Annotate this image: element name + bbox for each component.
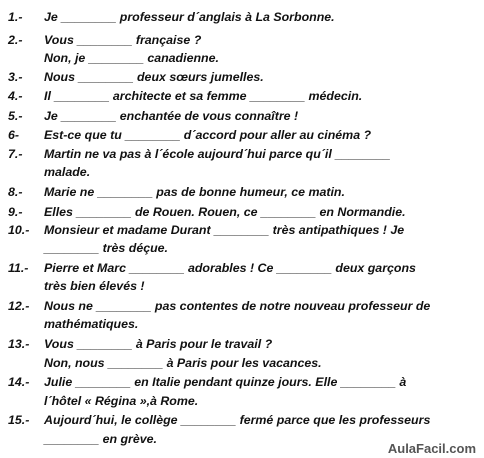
exercise-sentence: Nous ________ deux sœurs jumelles. xyxy=(44,70,264,84)
exercise-sentence-continuation: mathématiques. xyxy=(44,317,139,331)
exercise-number: 12.- xyxy=(8,299,30,313)
exercise-number: 15.- xyxy=(8,413,30,427)
exercise-number: 3.- xyxy=(8,70,23,84)
exercise-sentence-continuation: très bien élevés ! xyxy=(44,279,145,293)
exercise-number: 8.- xyxy=(8,185,23,199)
exercise-number: 1.- xyxy=(8,10,23,24)
exercise-sentence: Pierre et Marc ________ adorables ! Ce ________ deux garçons xyxy=(44,261,416,275)
exercise-sentence-continuation: l´hôtel « Régina »,à Rome. xyxy=(44,394,199,408)
exercise-sentence: Aujourd´hui, le collège ________ fermé parce que les professeurs xyxy=(44,413,431,427)
exercise-sentence-continuation: malade. xyxy=(44,165,91,179)
exercise-number: 4.- xyxy=(8,89,23,103)
exercise-number: 6- xyxy=(8,128,20,142)
exercise-sentence: Julie ________ en Italie pendant quinze jours. Elle ________ à xyxy=(44,375,407,389)
exercise-sentence: Monsieur et madame Durant ________ très antipathiques ! Je xyxy=(44,223,405,237)
exercise-sentence: Elles ________ de Rouen. Rouen, ce ________ en Normandie. xyxy=(44,205,406,219)
exercise-sentence: Il ________ architecte et sa femme ________ médecin. xyxy=(44,89,363,103)
exercise-sentence: Nous ne ________ pas contentes de notre nouveau professeur de xyxy=(44,299,431,313)
exercise-sentence: Je ________ enchantée de vous connaître ! xyxy=(44,109,299,123)
exercise-sentence-continuation: ________ très déçue. xyxy=(44,241,168,255)
exercise-number: 5.- xyxy=(8,109,23,123)
exercise-number: 9.- xyxy=(8,205,23,219)
exercise-sentence: Marie ne ________ pas de bonne humeur, ce matin. xyxy=(44,185,345,199)
exercise-sentence: Est-ce que tu ________ d´accord pour aller au cinéma ? xyxy=(44,128,372,142)
exercise-sentence: Martin ne va pas à l´école aujourd´hui parce qu´il ________ xyxy=(44,147,391,161)
exercise-sentence: Je ________ professeur d´anglais à La Sorbonne. xyxy=(44,10,335,24)
exercise-number: 10.- xyxy=(8,223,30,237)
exercise-sentence-continuation: Non, je ________ canadienne. xyxy=(44,51,219,65)
exercise-sentence-continuation: Non, nous ________ à Paris pour les vacances. xyxy=(44,356,322,370)
exercise-sentence: Vous ________ à Paris pour le travail ? xyxy=(44,337,273,351)
exercise-number: 11.- xyxy=(8,261,29,275)
exercise-number: 2.- xyxy=(8,33,23,47)
exercise-sentence: Vous ________ française ? xyxy=(44,33,202,47)
brand-logo: AulaFacil.com xyxy=(387,441,476,456)
exercise-number: 14.- xyxy=(8,375,30,389)
exercise-number: 7.- xyxy=(8,147,23,161)
exercise-sentence-continuation: ________ en grève. xyxy=(44,432,157,446)
exercise-number: 13.- xyxy=(8,337,30,351)
